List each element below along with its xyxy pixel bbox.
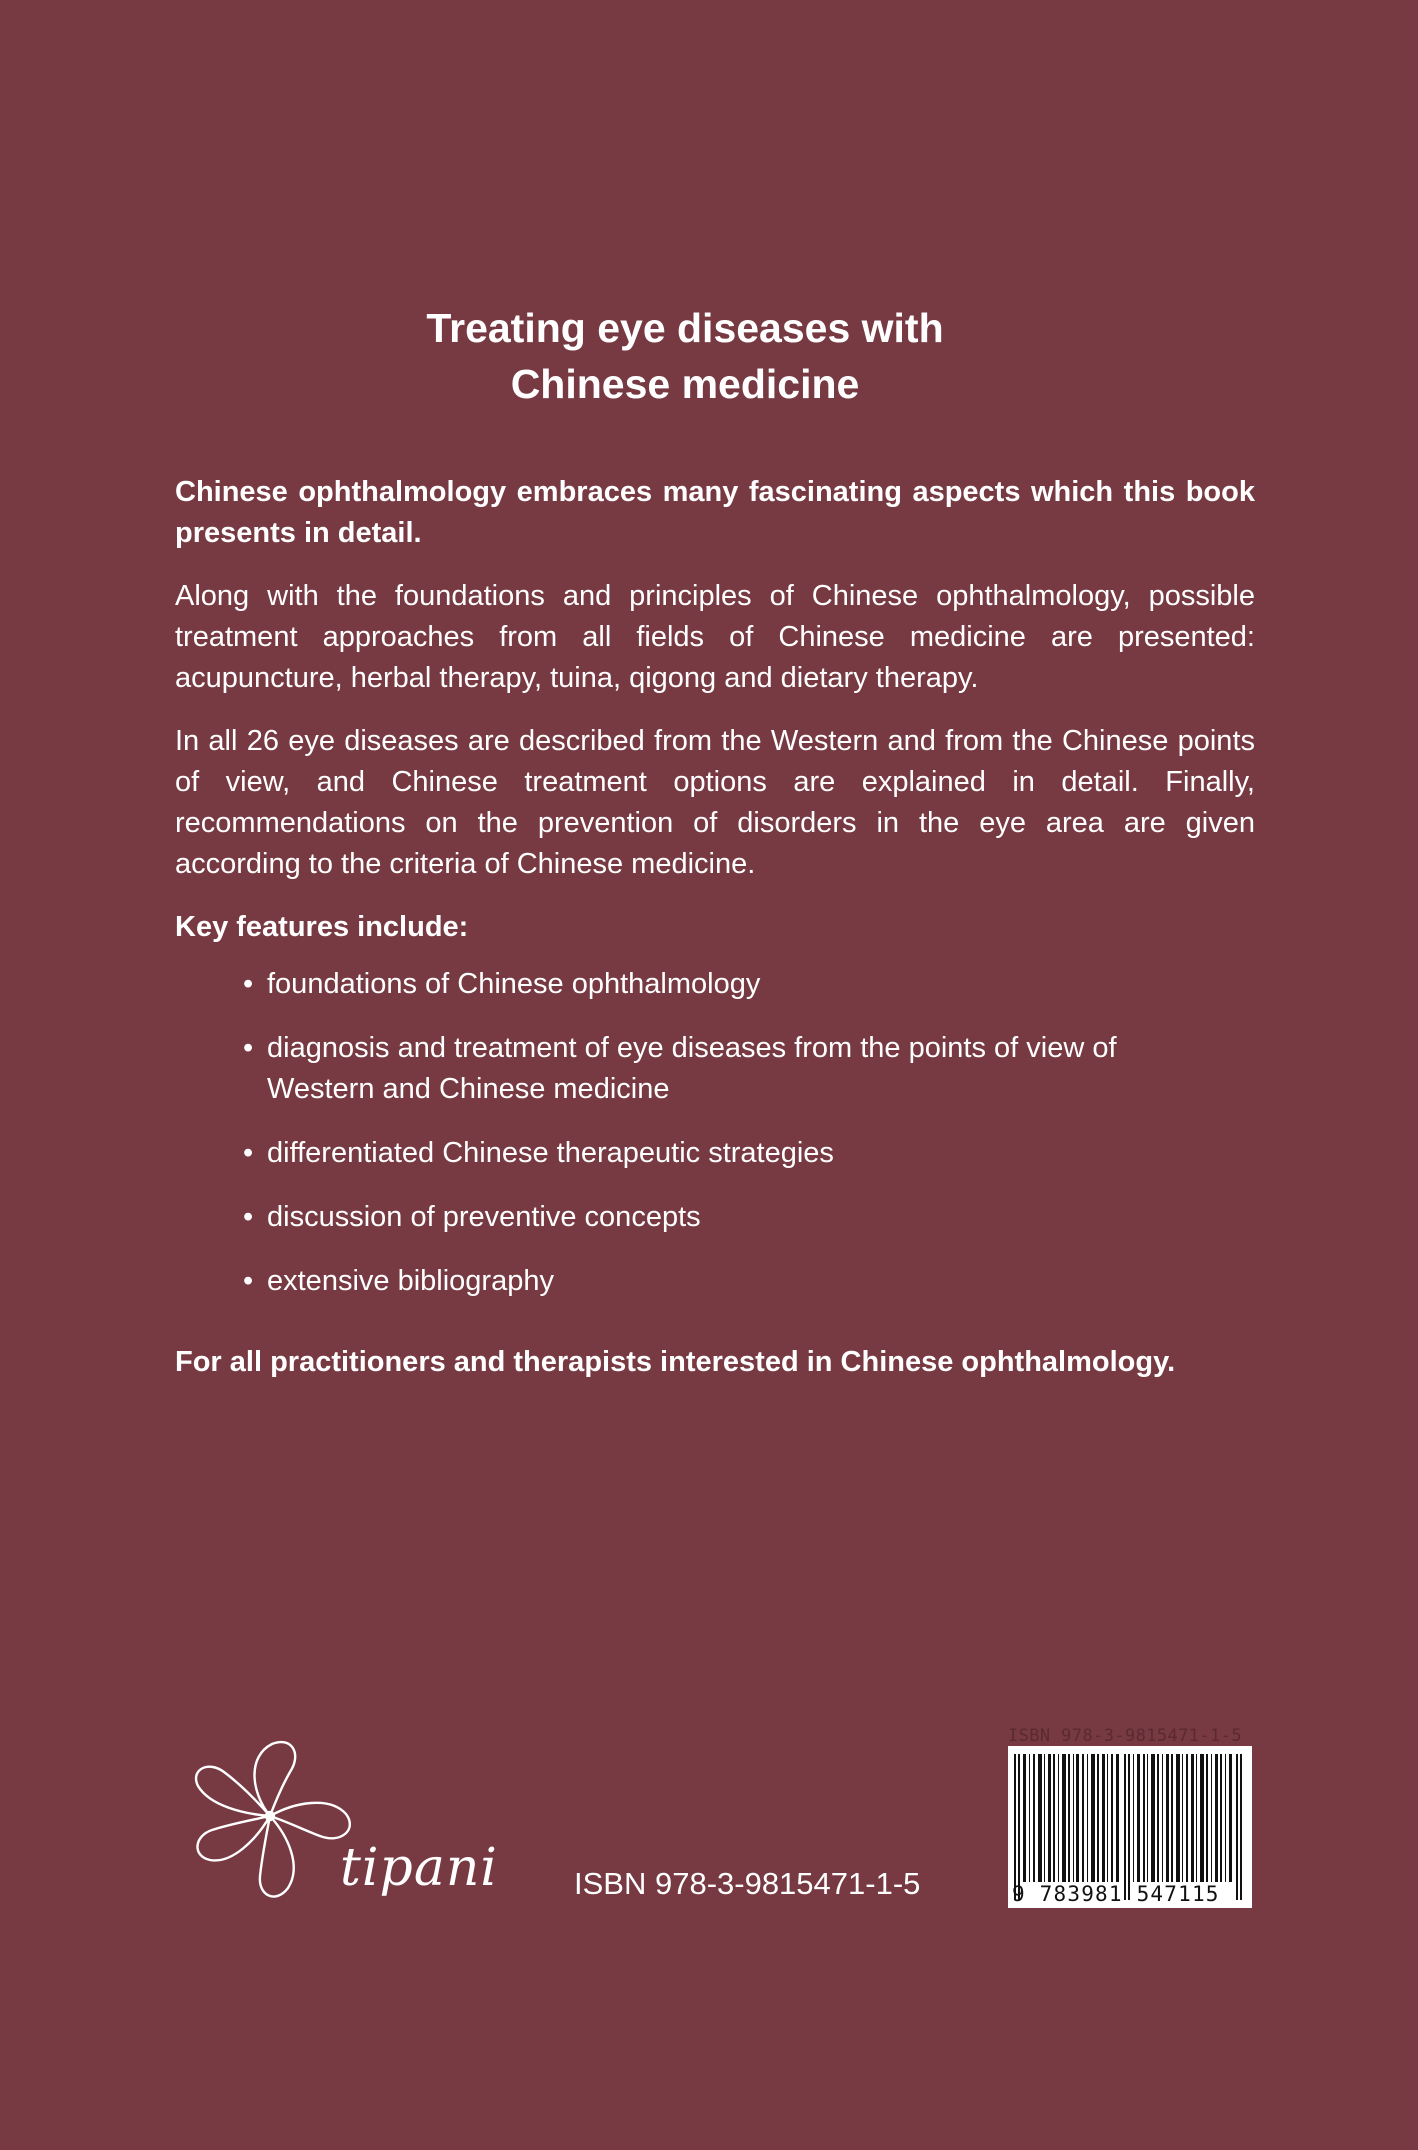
book-title — [0, 300, 1370, 412]
bullet-icon: • — [243, 1137, 254, 1169]
bullet-icon: • — [243, 1201, 254, 1233]
feature-item — [243, 1261, 1187, 1302]
barcode — [1008, 1746, 1252, 1908]
barcode-digits: 9 783981 547115 — [1012, 1882, 1220, 1906]
bullet-icon: • — [243, 1032, 254, 1064]
feature-text: discussion of preventive concepts — [267, 1201, 701, 1233]
description-paragraph-2: In all 26 eye diseases are described from the Western and from the Chinese points of view, and Chinese treatment options are explained in detail. Finally, recommendations on the prevention of disorders in the eye area are given according to the criteria of Chinese medicine. — [175, 725, 1255, 880]
feature-text: extensive bibliography — [267, 1265, 554, 1297]
feature-text: diagnosis and treatment of eye diseases from the points of view of Western and Chinese medicine — [267, 1032, 1117, 1105]
barcode-isbn-label: ISBN 978-3-9815471-1-5 — [1008, 1726, 1242, 1746]
feature-item — [243, 1028, 1187, 1110]
title-line-1: Treating eye diseases with — [426, 305, 944, 351]
isbn-text: ISBN 978-3-9815471-1-5 — [574, 1866, 921, 1901]
feature-text: foundations of Chinese ophthalmology — [267, 968, 761, 1000]
lead-paragraph: Chinese ophthalmology embraces many fascinating aspects which this book presents in detail. — [175, 476, 1255, 549]
closing-statement: For all practitioners and therapists interested in Chinese ophthalmology. — [175, 1346, 1176, 1378]
description-paragraph-1: Along with the foundations and principles of Chinese ophthalmology, possible treatment approaches from all fields of Chinese medicine are presented: acupuncture, herbal therapy, tuina, qigong and dietary therapy. — [175, 580, 1255, 694]
bullet-icon: • — [243, 968, 254, 1000]
feature-text: differentiated Chinese therapeutic strategies — [267, 1137, 834, 1169]
feature-item — [243, 1133, 1187, 1174]
key-features-heading: Key features include: — [175, 911, 469, 943]
bullet-icon: • — [243, 1265, 254, 1297]
feature-item — [243, 1197, 1187, 1238]
feature-item — [243, 964, 1187, 1005]
title-line-2: Chinese medicine — [510, 361, 860, 407]
publisher-name: tipani — [340, 1838, 498, 1898]
blurb — [175, 472, 1255, 1405]
key-features-list — [175, 964, 1255, 1302]
